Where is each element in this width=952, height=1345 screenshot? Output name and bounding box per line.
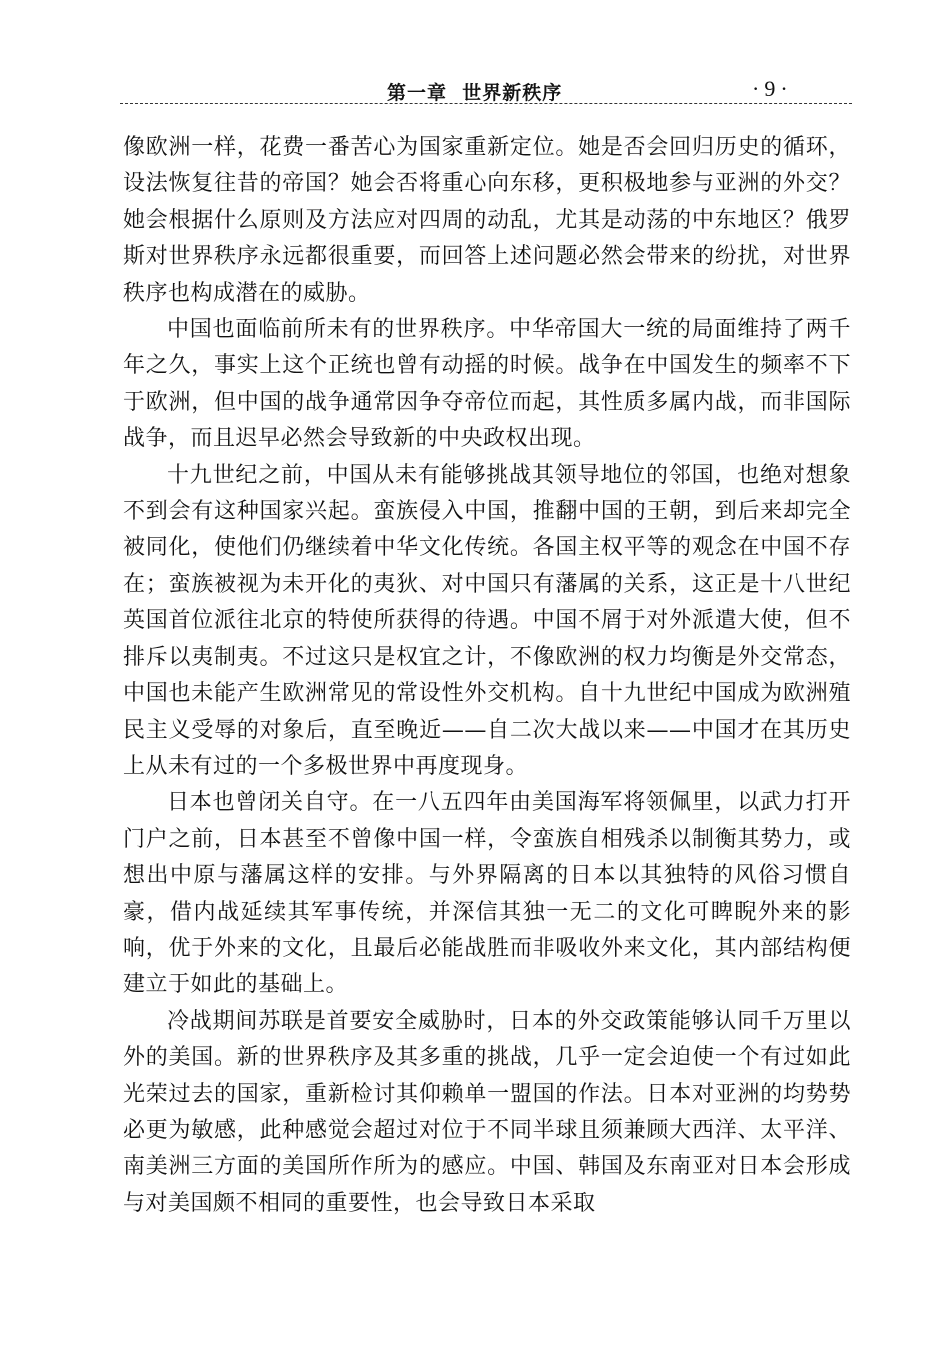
paragraph: 冷战期间苏联是首要安全威胁时，日本的外交政策能够认同千万里以外的美国。新的世界秩序及其多重的挑战，几乎一定会迫使一个有过如此光荣过去的国家，重新检讨其仰赖单一盟国的作法。日本对亚洲的均势势必更为敏感，此种感觉会超过对位于不同半球且须兼顾大西洋、太平洋、南美洲三方面的美国所作所为的感应。中国、韩国及东南亚对日本会形成与对美国颇不相同的重要性，也会导致日本采取 [123,1008,851,1216]
page-number: ·9· [752,76,793,101]
header-divider [120,103,852,104]
paragraph-continued: 像欧洲一样，花费一番苦心为国家重新定位。她是否会回归历史的循环，设法恢复往昔的帝国？她会否将重心向东移，更积极地参与亚洲的外交？她会根据什么原则及方法应对四周的动乱，尤其是动荡的中东地区？俄罗斯对世界秩序永远都很重要，而回答上述问题必然会带来的纷扰，对世界秩序也构成潜在的威胁。 [123,135,851,306]
paragraph: 十九世纪之前，中国从未有能够挑战其领导地位的邻国，也绝对想象不到会有这种国家兴起。蛮族侵入中国，推翻中国的王朝，到后来却完全被同化，使他们仍继续着中华文化传统。各国主权平等的观念在中国不存在；蛮族被视为未开化的夷狄、对中国只有藩属的关系，这正是十八世纪英国首位派往北京的特使所获得的待遇。中国不屑于对外派遣大使，但不排斥以夷制夷。不过这只是权宜之计，不像欧洲的权力均衡是外交常态，中国也未能产生欧洲常见的常设性外交机构。自十九世纪中国成为欧洲殖民主义受辱的对象后，直至晚近——自二次大战以来——中国才在其历史上从未有过的一个多极世界中再度现身。 [123,462,851,779]
running-header [120,74,852,106]
page-body [123,130,851,1222]
paragraph: 中国也面临前所未有的世界秩序。中华帝国大一统的局面维持了两千年之久，事实上这个正统也曾有动摇的时候。战争在中国发生的频率不下于欧洲，但中国的战争通常因争夺帝位而起，其性质多属内战，而非国际战争，而且迟早必然会导致新的中央政权出现。 [123,317,851,452]
chapter-title: 第一章 世界新秩序 [387,82,563,104]
paragraph: 日本也曾闭关自守。在一八五四年由美国海军将领佩里，以武力打开门户之前，日本甚至不曾像中国一样，令蛮族自相残杀以制衡其势力，或想出中原与藩属这样的安排。与外界隔离的日本以其独特的风俗习惯自豪，借内战延续其军事传统，并深信其独一无二的文化可睥睨外来的影响，优于外来的文化，且最后必能战胜而非吸收外来文化，其内部结构便建立于如此的基础上。 [123,790,851,998]
